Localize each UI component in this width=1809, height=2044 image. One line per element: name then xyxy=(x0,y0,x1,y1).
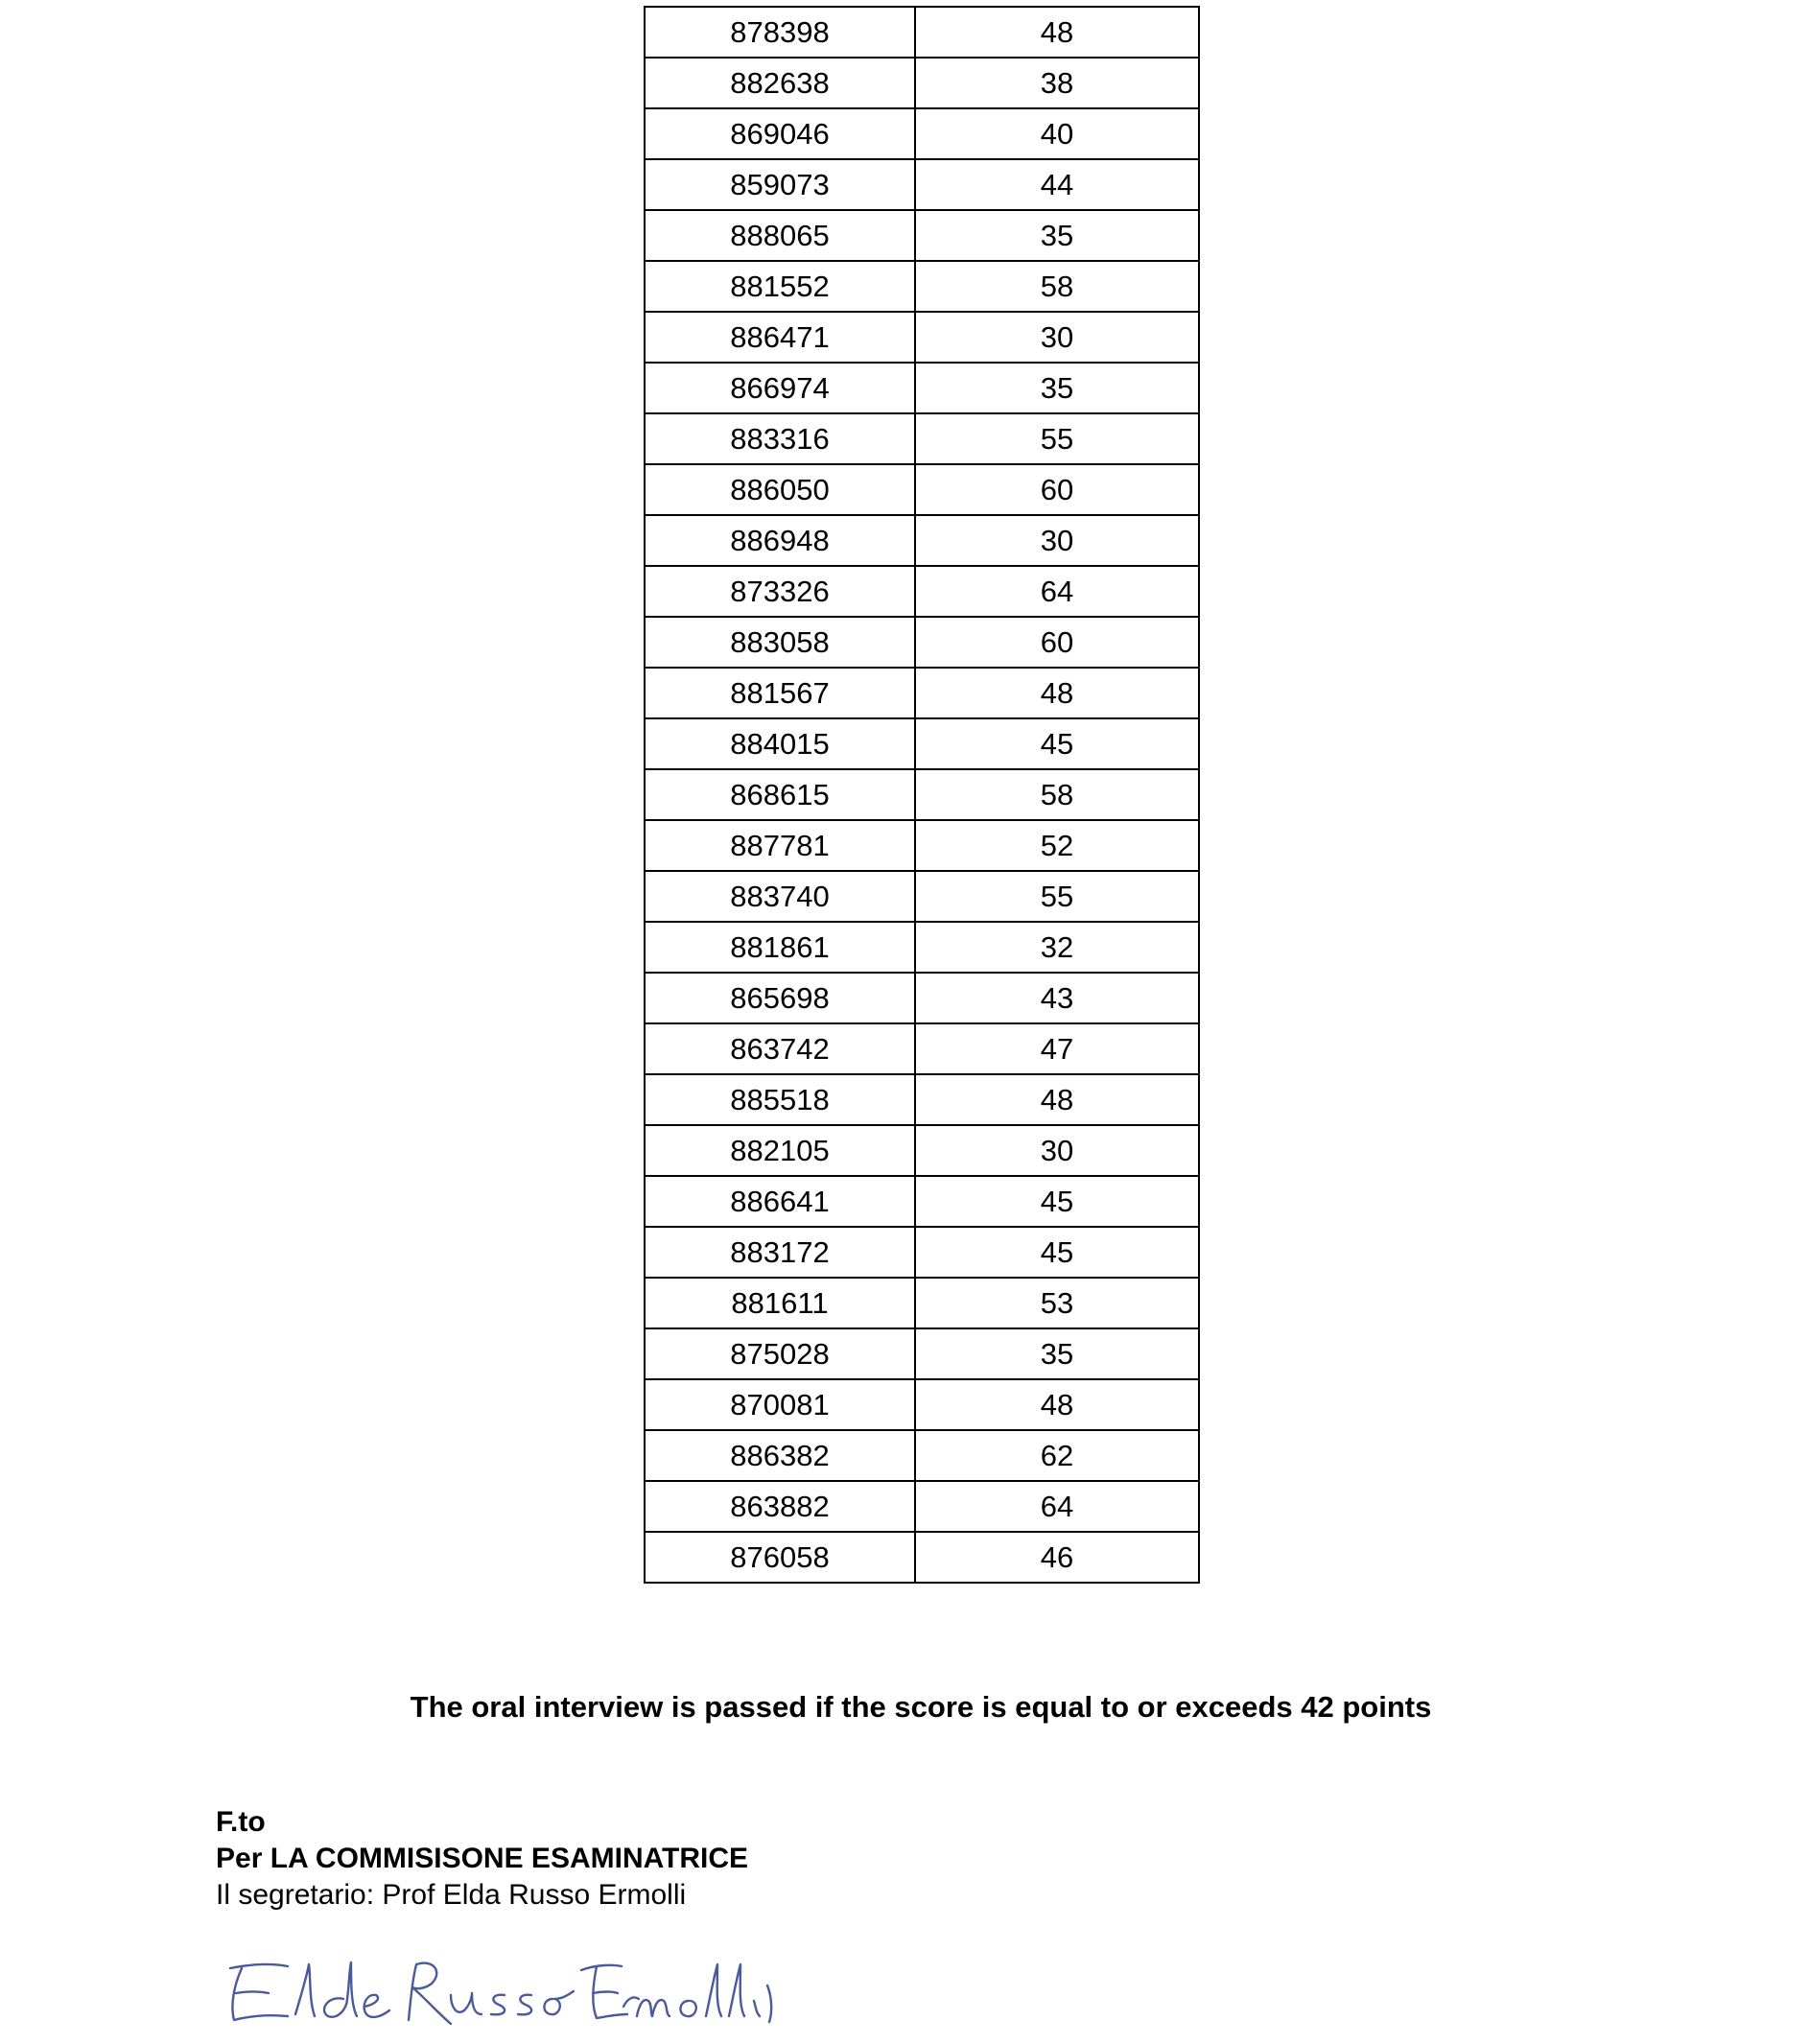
score-cell: 40 xyxy=(915,108,1199,159)
candidate-id-cell: 881611 xyxy=(645,1278,915,1328)
candidate-id-cell: 886050 xyxy=(645,464,915,515)
score-cell: 55 xyxy=(915,413,1199,464)
score-table-body xyxy=(645,7,1199,1583)
score-cell: 38 xyxy=(915,58,1199,108)
table-row xyxy=(645,1481,1199,1532)
candidate-id-cell: 885518 xyxy=(645,1074,915,1125)
score-cell: 60 xyxy=(915,464,1199,515)
candidate-id-cell: 881861 xyxy=(645,922,915,973)
score-cell: 64 xyxy=(915,566,1199,617)
table-row xyxy=(645,210,1199,261)
candidate-id-cell: 884015 xyxy=(645,718,915,769)
candidate-id-cell: 878398 xyxy=(645,7,915,58)
table-row xyxy=(645,820,1199,871)
score-cell: 35 xyxy=(915,210,1199,261)
score-cell: 45 xyxy=(915,1227,1199,1278)
score-cell: 48 xyxy=(915,7,1199,58)
candidate-id-cell: 881567 xyxy=(645,668,915,718)
table-row xyxy=(645,1023,1199,1074)
table-row xyxy=(645,1074,1199,1125)
table-row xyxy=(645,363,1199,413)
score-cell: 55 xyxy=(915,871,1199,922)
candidate-id-cell: 863882 xyxy=(645,1481,915,1532)
table-row xyxy=(645,515,1199,566)
score-cell: 48 xyxy=(915,1074,1199,1125)
commission-label: Per LA COMMISISONE ESAMINATRICE xyxy=(216,1843,749,1874)
secretary-label: Il segretario: Prof Elda Russo Ermolli xyxy=(216,1879,687,1911)
candidate-id-cell: 875028 xyxy=(645,1328,915,1379)
candidate-id-cell: 859073 xyxy=(645,159,915,210)
score-cell: 30 xyxy=(915,1125,1199,1176)
handwritten-signature xyxy=(221,1957,787,2033)
table-row xyxy=(645,566,1199,617)
table-row xyxy=(645,1176,1199,1227)
score-cell: 32 xyxy=(915,922,1199,973)
table-row xyxy=(645,1125,1199,1176)
candidate-id-cell: 873326 xyxy=(645,566,915,617)
candidate-id-cell: 882105 xyxy=(645,1125,915,1176)
candidate-id-cell: 886641 xyxy=(645,1176,915,1227)
candidate-id-cell: 887781 xyxy=(645,820,915,871)
score-cell: 58 xyxy=(915,769,1199,820)
candidate-id-cell: 876058 xyxy=(645,1532,915,1583)
candidate-id-cell: 883740 xyxy=(645,871,915,922)
table-row xyxy=(645,718,1199,769)
candidate-id-cell: 883058 xyxy=(645,617,915,668)
table-row xyxy=(645,261,1199,312)
score-cell: 44 xyxy=(915,159,1199,210)
candidate-id-cell: 883316 xyxy=(645,413,915,464)
passing-score-note: The oral interview is passed if the score is equal to or exceeds 42 points xyxy=(410,1690,1432,1724)
fto-label: F.to xyxy=(216,1806,266,1838)
candidate-id-cell: 863742 xyxy=(645,1023,915,1074)
candidate-id-cell: 882638 xyxy=(645,58,915,108)
table-row xyxy=(645,1430,1199,1481)
table-row xyxy=(645,668,1199,718)
score-cell: 58 xyxy=(915,261,1199,312)
score-cell: 30 xyxy=(915,515,1199,566)
candidate-id-cell: 869046 xyxy=(645,108,915,159)
table-row xyxy=(645,922,1199,973)
score-cell: 46 xyxy=(915,1532,1199,1583)
table-row xyxy=(645,58,1199,108)
candidate-id-cell: 881552 xyxy=(645,261,915,312)
score-cell: 45 xyxy=(915,1176,1199,1227)
score-cell: 60 xyxy=(915,617,1199,668)
table-row xyxy=(645,769,1199,820)
table-row xyxy=(645,312,1199,363)
table-row xyxy=(645,973,1199,1023)
candidate-id-cell: 886382 xyxy=(645,1430,915,1481)
score-cell: 30 xyxy=(915,312,1199,363)
table-row xyxy=(645,617,1199,668)
score-cell: 53 xyxy=(915,1278,1199,1328)
score-cell: 35 xyxy=(915,363,1199,413)
score-cell: 35 xyxy=(915,1328,1199,1379)
score-table xyxy=(644,6,1200,1584)
candidate-id-cell: 866974 xyxy=(645,363,915,413)
candidate-id-cell: 888065 xyxy=(645,210,915,261)
candidate-id-cell: 868615 xyxy=(645,769,915,820)
candidate-id-cell: 870081 xyxy=(645,1379,915,1430)
score-cell: 64 xyxy=(915,1481,1199,1532)
score-cell: 45 xyxy=(915,718,1199,769)
score-cell: 48 xyxy=(915,668,1199,718)
score-cell: 62 xyxy=(915,1430,1199,1481)
table-row xyxy=(645,108,1199,159)
table-row xyxy=(645,1227,1199,1278)
table-row xyxy=(645,1278,1199,1328)
score-cell: 43 xyxy=(915,973,1199,1023)
score-cell: 48 xyxy=(915,1379,1199,1430)
candidate-id-cell: 886471 xyxy=(645,312,915,363)
candidate-id-cell: 883172 xyxy=(645,1227,915,1278)
table-row xyxy=(645,464,1199,515)
table-row xyxy=(645,871,1199,922)
signature-block xyxy=(216,1804,748,1914)
score-cell: 47 xyxy=(915,1023,1199,1074)
table-row xyxy=(645,1328,1199,1379)
candidate-id-cell: 865698 xyxy=(645,973,915,1023)
score-cell: 52 xyxy=(915,820,1199,871)
table-row xyxy=(645,413,1199,464)
table-row xyxy=(645,1379,1199,1430)
table-row xyxy=(645,1532,1199,1583)
table-row xyxy=(645,159,1199,210)
table-row xyxy=(645,7,1199,58)
candidate-id-cell: 886948 xyxy=(645,515,915,566)
